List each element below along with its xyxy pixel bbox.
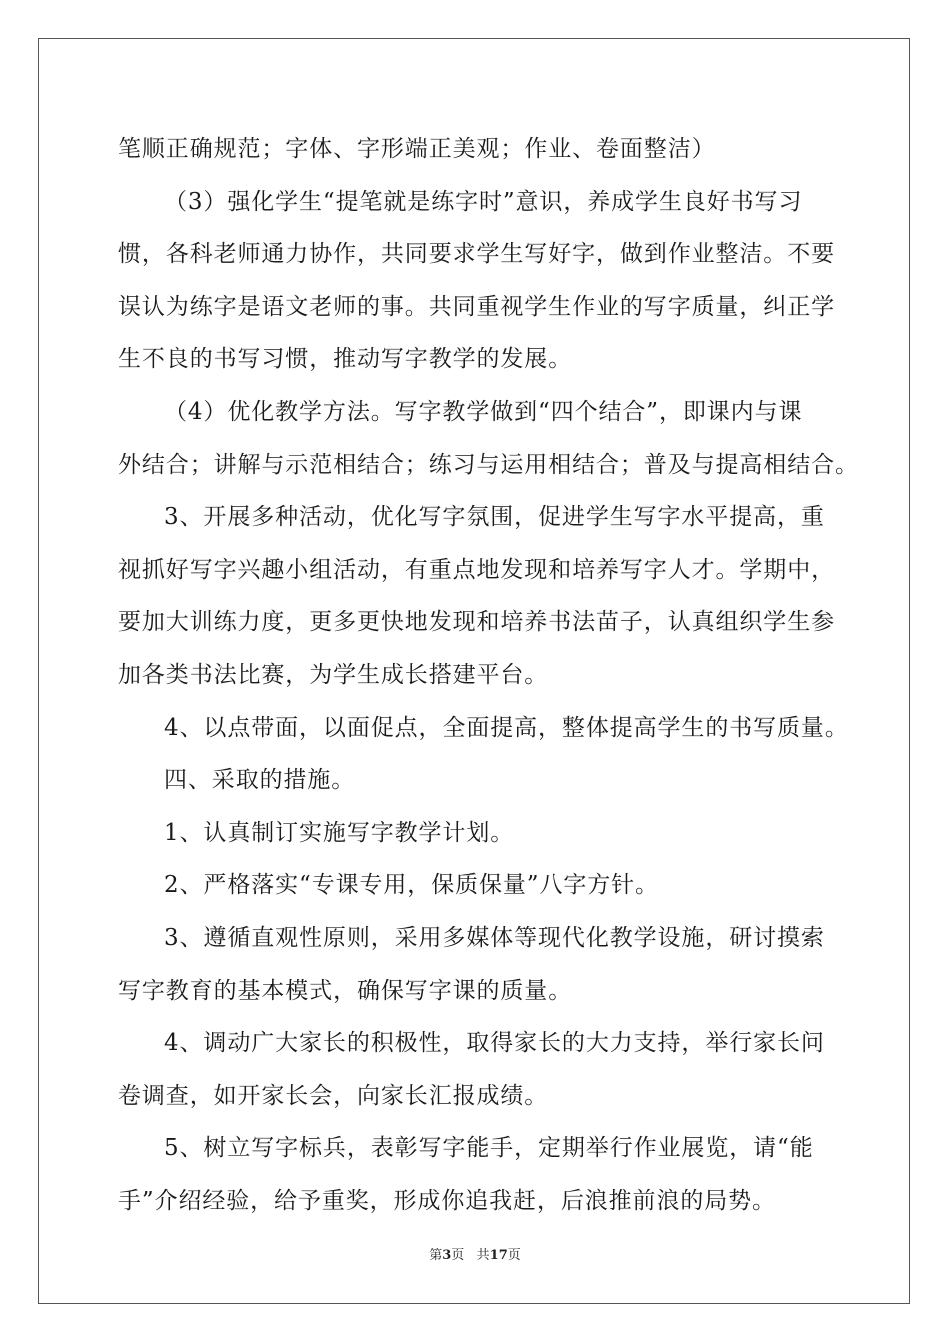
page-number: 3 <box>442 1248 452 1263</box>
text-line: 卷调查，如开家长会，向家长汇报成绩。 <box>118 1082 549 1109</box>
text-line: 外结合；讲解与示范相结合；练习与运用相结合；普及与提高相结合。 <box>118 451 859 478</box>
text-line: 3、开展多种活动，优化写字氛围，促进学生写字水平提高，重 <box>164 504 825 531</box>
text-line: 生不良的书写习惯，推动写字教学的发展。 <box>118 346 573 373</box>
text-line: 误认为练字是语文老师的事。共同重视学生作业的写字质量，纠正学 <box>118 293 835 320</box>
text-line: 视抓好写字兴趣小组活动，有重点地发现和培养写字人才。学期中， <box>118 556 835 583</box>
text-line: 手”介绍经验，给予重奖，形成你追我赶，后浪推前浪的局势。 <box>118 1187 776 1214</box>
text-line: 惯，各科老师通力协作，共同要求学生写好字，做到作业整洁。不要 <box>118 241 835 268</box>
total-label-suffix: 页 <box>507 1248 521 1263</box>
text-line: 3、遵循直观性原则，采用多媒体等现代化教学设施，研讨摸索 <box>164 924 825 951</box>
page-footer <box>0 1247 950 1265</box>
page-label-prefix: 第 <box>429 1248 443 1263</box>
page-label-suffix: 页 <box>451 1248 465 1263</box>
text-line: 写字教育的基本模式，确保写字课的质量。 <box>118 977 573 1004</box>
text-line: 4、调动广大家长的积极性，取得家长的大力支持，举行家长问 <box>164 1030 825 1057</box>
total-pages: 17 <box>489 1248 508 1263</box>
document-body <box>118 127 859 1231</box>
text-line: 4、以点带面，以面促点，全面提高，整体提高学生的书写质量。 <box>164 714 849 741</box>
text-line: （3）强化学生“提笔就是练字时”意识，养成学生良好书写习 <box>164 188 803 215</box>
text-line: 要加大训练力度，更多更快地发现和培养书法苗子，认真组织学生参 <box>118 609 835 636</box>
text-line: （4）优化教学方法。写字教学做到“四个结合”，即课内与课 <box>164 398 803 425</box>
text-line: 笔顺正确规范；字体、字形端正美观；作业、卷面整洁） <box>118 136 716 162</box>
total-label-prefix: 共 <box>476 1248 490 1263</box>
text-line: 加各类书法比赛，为学生成长搭建平台。 <box>118 661 549 688</box>
text-line: 2、严格落实“专课专用，保质保量”八字方针。 <box>164 872 659 899</box>
text-line: 5、树立写字标兵，表彰写字能手，定期举行作业展览，请“能 <box>164 1135 814 1162</box>
text-line: 1、认真制订实施写字教学计划。 <box>164 819 515 846</box>
text-line: 四、采取的措施。 <box>164 767 356 794</box>
